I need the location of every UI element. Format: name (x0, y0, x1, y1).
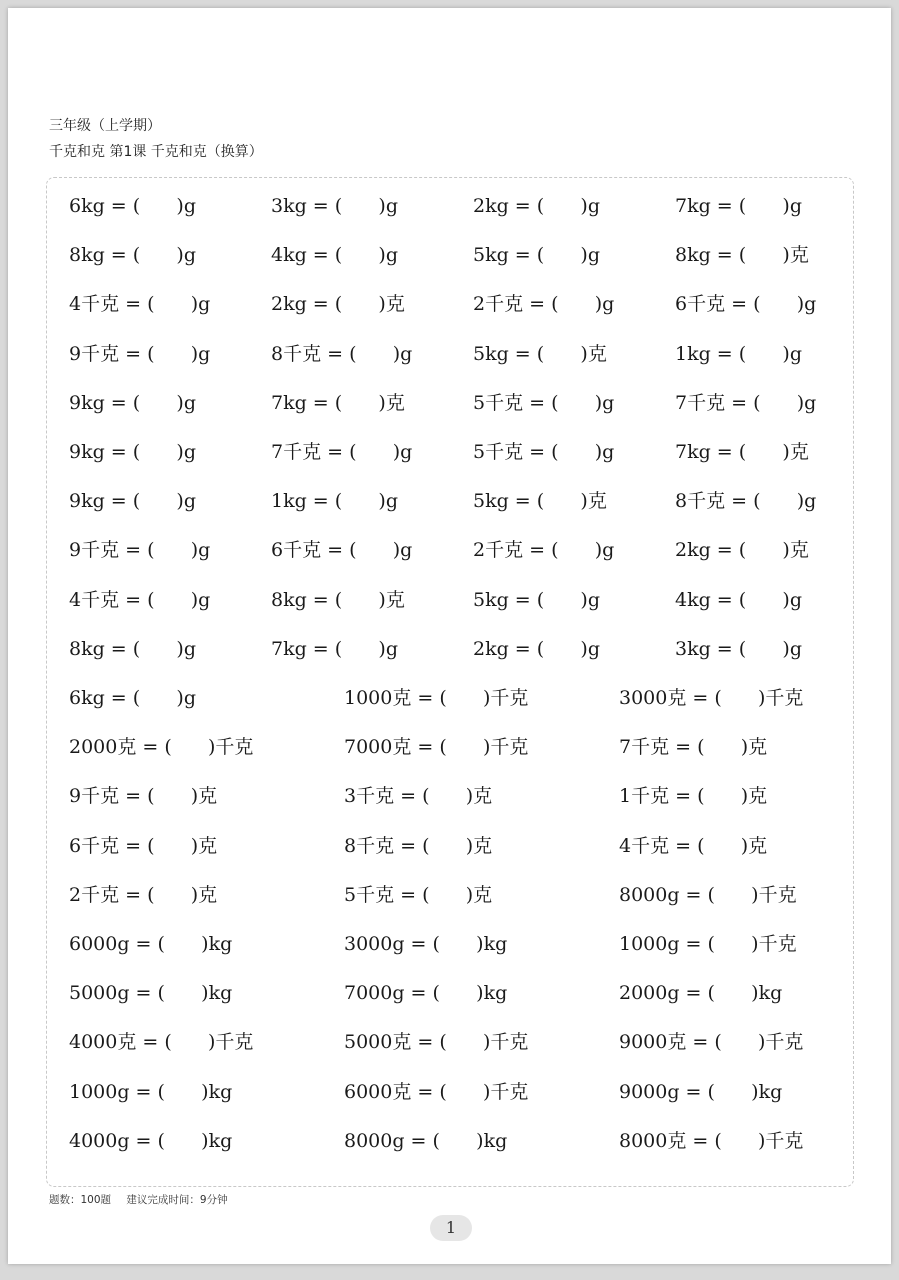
problem-row (47, 1077, 853, 1107)
conversion-problem: 8kg = ( )克 (271, 588, 405, 611)
problem-row (47, 486, 853, 516)
conversion-problem: 8000g = ( )千克 (619, 883, 797, 906)
conversion-problem: 2千克 = ( )g (473, 293, 615, 316)
conversion-problem: 5千克 = ( )g (473, 441, 615, 463)
problem-row (47, 683, 853, 713)
problem-row (47, 1027, 853, 1057)
conversion-problem: 5kg = ( )克 (473, 342, 607, 365)
conversion-problem: 1000g = ( )kg (69, 1080, 233, 1103)
worksheet-page (8, 8, 891, 1264)
problem-row (47, 781, 853, 811)
problem-row (47, 634, 853, 664)
conversion-problem: 5000g = ( )kg (69, 982, 233, 1005)
conversion-problem: 9千克 = ( )g (69, 539, 211, 562)
conversion-problem: 6kg = ( )g (69, 195, 196, 217)
conversion-problem: 9kg = ( )g (69, 441, 196, 463)
problem-row (47, 240, 853, 270)
conversion-problem: 3kg = ( )g (675, 637, 802, 660)
conversion-problem: 7kg = ( )g (271, 637, 398, 660)
problem-row (47, 535, 853, 565)
conversion-problem: 5000克 = ( )千克 (344, 1031, 529, 1054)
conversion-problem: 4千克 = ( )g (69, 293, 211, 316)
conversion-problem: 1千克 = ( )克 (619, 785, 768, 808)
conversion-problem: 2kg = ( )g (473, 195, 600, 217)
conversion-problem: 9kg = ( )g (69, 490, 196, 513)
problem-count: 题数：100题 (49, 1194, 112, 1206)
conversion-problem: 7000g = ( )kg (344, 982, 508, 1005)
conversion-problem: 9千克 = ( )g (69, 342, 211, 365)
grade-label: 三年级（上学期） (49, 118, 161, 134)
problem-row (47, 191, 853, 221)
problem-row (47, 289, 853, 319)
conversion-problem: 2kg = ( )克 (271, 293, 405, 316)
worksheet-header (49, 117, 263, 161)
conversion-problem: 7kg = ( )g (675, 195, 802, 217)
problem-row (47, 880, 853, 910)
problem-row (47, 437, 853, 467)
conversion-problem: 9000克 = ( )千克 (619, 1031, 804, 1054)
conversion-problem: 1000g = ( )千克 (619, 933, 797, 955)
problem-row (47, 929, 853, 959)
conversion-problem: 1kg = ( )g (675, 342, 802, 365)
problem-row (47, 978, 853, 1008)
conversion-problem: 8000克 = ( )千克 (619, 1129, 804, 1152)
conversion-problem: 3000克 = ( )千克 (619, 687, 804, 709)
conversion-problem: 8kg = ( )g (69, 637, 196, 660)
problem-box (46, 177, 854, 1187)
problem-row (47, 339, 853, 369)
conversion-problem: 7千克 = ( )g (271, 441, 413, 463)
conversion-problem: 2千克 = ( )g (473, 539, 615, 562)
conversion-problem: 4000g = ( )kg (69, 1129, 233, 1152)
conversion-problem: 5kg = ( )g (473, 588, 600, 611)
conversion-problem: 5kg = ( )g (473, 244, 600, 267)
conversion-problem: 6000g = ( )kg (69, 933, 233, 955)
problem-row (47, 831, 853, 861)
conversion-problem: 4000克 = ( )千克 (69, 1031, 254, 1054)
conversion-problem: 2000g = ( )kg (619, 982, 783, 1005)
worksheet-footer (49, 1192, 240, 1207)
conversion-problem: 3000g = ( )kg (344, 933, 508, 955)
conversion-problem: 5千克 = ( )克 (344, 883, 493, 906)
conversion-problem: 6千克 = ( )g (675, 293, 817, 316)
conversion-problem: 2000克 = ( )千克 (69, 736, 254, 759)
suggested-time: 建议完成时间：9分钟 (126, 1194, 228, 1206)
conversion-problem: 9000g = ( )kg (619, 1080, 783, 1103)
conversion-problem: 1kg = ( )g (271, 490, 398, 513)
conversion-problem: 6千克 = ( )g (271, 539, 413, 562)
conversion-problem: 7kg = ( )克 (271, 391, 405, 414)
problem-row (47, 388, 853, 418)
lesson-title: 千克和克 第1课 千克和克（换算） (49, 144, 263, 160)
conversion-problem: 3kg = ( )g (271, 195, 398, 217)
conversion-problem: 6千克 = ( )克 (69, 834, 218, 857)
problem-row (47, 1126, 853, 1156)
conversion-problem: 5千克 = ( )g (473, 391, 615, 414)
problem-row (47, 585, 853, 615)
conversion-problem: 4kg = ( )g (271, 244, 398, 267)
conversion-problem: 2千克 = ( )克 (69, 883, 218, 906)
conversion-problem: 1000克 = ( )千克 (344, 687, 529, 709)
problem-row (47, 732, 853, 762)
conversion-problem: 7kg = ( )克 (675, 441, 809, 463)
conversion-problem: 8kg = ( )g (69, 244, 196, 267)
conversion-problem: 7000克 = ( )千克 (344, 736, 529, 759)
conversion-problem: 8000g = ( )kg (344, 1129, 508, 1152)
conversion-problem: 3千克 = ( )克 (344, 785, 493, 808)
conversion-problem: 7千克 = ( )克 (619, 736, 768, 759)
conversion-problem: 8千克 = ( )g (675, 490, 817, 513)
conversion-problem: 7千克 = ( )g (675, 391, 817, 414)
conversion-problem: 5kg = ( )克 (473, 490, 607, 513)
conversion-problem: 8千克 = ( )克 (344, 834, 493, 857)
page-number: 1 (430, 1215, 472, 1241)
conversion-problem: 2kg = ( )克 (675, 539, 809, 562)
conversion-problem: 6000克 = ( )千克 (344, 1080, 529, 1103)
conversion-problem: 8千克 = ( )g (271, 342, 413, 365)
conversion-problem: 9kg = ( )g (69, 391, 196, 414)
conversion-problem: 4千克 = ( )克 (619, 834, 768, 857)
conversion-problem: 6kg = ( )g (69, 687, 196, 709)
conversion-problem: 8kg = ( )克 (675, 244, 809, 267)
conversion-problem: 4千克 = ( )g (69, 588, 211, 611)
conversion-problem: 9千克 = ( )克 (69, 785, 218, 808)
conversion-problem: 2kg = ( )g (473, 637, 600, 660)
conversion-problem: 4kg = ( )g (675, 588, 802, 611)
